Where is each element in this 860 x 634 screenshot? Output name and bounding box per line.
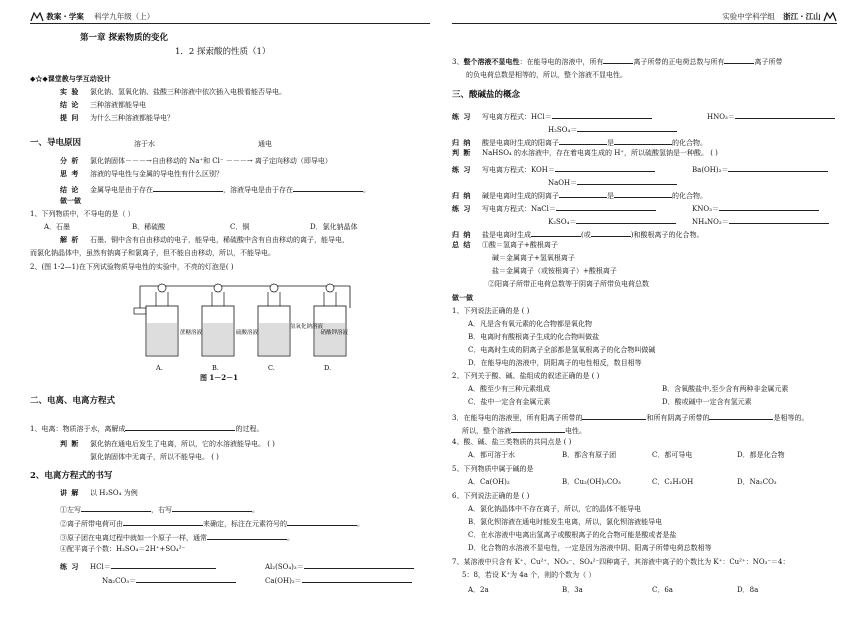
- section-1-title: 一、导电原因: [30, 138, 82, 148]
- r3-line-2: 的负电荷总数是相等的，所以，整个溶液不显电性。: [466, 71, 627, 79]
- sec1-right: 通电: [258, 140, 272, 148]
- q1-option-d[interactable]: D．氯化钠晶体: [310, 223, 358, 231]
- g3-text: 盐是电离时生成: [482, 231, 531, 239]
- ask-label: 提 问: [60, 113, 80, 122]
- j1-label: 判 断: [452, 148, 472, 157]
- judge-text-2: 氯化钠固体中无离子，所以不能导电。 ( ): [90, 453, 219, 461]
- blank[interactable]: [552, 110, 652, 119]
- section-2-title: 二、电离、电离方程式: [30, 396, 116, 406]
- logo-icon: [30, 12, 44, 22]
- concl2-end: 。: [363, 186, 370, 194]
- r-question-5: 5、下列物质中属于碱的是: [452, 465, 534, 473]
- blank[interactable]: [614, 189, 672, 198]
- j1-text: NaHSO₄ 的水溶液中，存在着电离生成的 H⁺，所以硫酸氢钠是一种酸。 ( ): [482, 149, 718, 157]
- blank[interactable]: [559, 136, 607, 145]
- blank[interactable]: [556, 202, 656, 211]
- section-3-title: 三、酸碱盐的概念: [452, 90, 521, 100]
- r-q7-line2: 5：8，若设 K⁺为 4a 个，则的个数为（ ）: [462, 571, 596, 579]
- blank[interactable]: [582, 411, 646, 420]
- doit-title-right: 做一做: [452, 293, 473, 302]
- apparatus-figure: [130, 278, 360, 374]
- r-q5-b[interactable]: B．Cu₂(OH)₂CO₃: [562, 478, 621, 486]
- blank[interactable]: [591, 228, 631, 237]
- header-title: 教案・学案: [46, 12, 84, 21]
- blank[interactable]: [207, 531, 287, 540]
- blank[interactable]: [555, 163, 655, 172]
- blank[interactable]: [577, 176, 677, 185]
- analysis-label: 分 析: [60, 156, 80, 165]
- blank[interactable]: [172, 503, 252, 512]
- r3-bold: 整个溶液不显电性: [463, 57, 520, 66]
- right-column: 实验中学科学组 浙江・江山 3、整个溶液不显电性：在能导电的溶液中，所有 离子所带的正电荷总数与所有 离子所带 的负电荷总数是相等的，所以，整个溶液不显电性。 三、酸碱盐的概念 练 习 写电离方程式：HCl＝ HNO₃＝ H₂SO₄＝ 归 纳 酸是电离时生成的阳离子 是 的化合物。 判 断 NaHSO₄ 的水溶液中，存在着电离生成的 H⁺，所以硫酸氢钠是一种酸。 ( ) 练 习 写电离方程式：KOH＝ Ba(OH)₂＝ NaOH＝ 归 纳 碱是电离时生成的阴离子 是 的化合物。 练 习 写电离方程式：NaCl＝ KNO₃＝ K₂SO₄＝ NH₄NO₃＝ 归 纳 盐是电离时生成 (或 )和酸根离子的化合物。 总 结 ①酸＝氢离子+酸根离子 碱＝金属离子+氢氧根离子 盐＝金属离子（或铵根离子）+酸根离子 ②阳离子所带正电荷总数等于阴离子所带负电荷总数 做一做 1、下列说法正确的是 ( ) A．凡是含有氧元素的化合物都是氧化物 B．电离时有酸根离子生成的化合物叫做盐 C．电离时生成的阴离子全部都是氢氧根离子的化合物叫做碱 D．在能导电的溶液中，阴阳离子的电性相反，数目相等 2、下列关于酸、碱、盐组成的叙述正确的是 ( ) A．酸至少有三种元素组成 B．含氧酸盐中,至少含有两种非金属元素 C．盐中一定含有金属元素 D．酸或碱中一定含有氢元素 3．在能导电的溶液里，所有阳离子所带的 和所有阴离子所带的 是相等的。 所以，整个溶液 电性。 4、酸、碱、盐三类物质的共同点是 ( ) A．都可溶于水 B．都含有原子团 C．都可导电 D．都是化合物 5、下列物质中属于碱的是 A．Ca(OH)₂ B．Cu₂(OH)₂CO₃ C．C₂H₅OH D．Na₂CO₃ 6、下列说法正确的是 ( ) A．氯化钠晶体中不存在离子，所以，它的晶体不能导电 B．氯化钡溶液在通电时能发生电离，所以，氯化钡溶液能导电 C．在水溶液中电离出氢离子或酸根离子的化合物可能是酸或者是盐 D．化合物的水溶液不显电性，一定是因为溶液中阴、阳离子所带电荷总数相等 7、某溶液中只含有 K⁺、Cu²⁺、NO₃⁻、SO₄²⁻四种离子，其溶液中离子的个数比为 K⁺：Cu²⁺：NO₃⁻＝4： 5：8，若设 K⁺为 4a 个，则的个数为（ ） A．2a B．3a C．6a D．8a: [452, 0, 837, 634]
- p3-c: K₂SO₄＝: [548, 218, 577, 226]
- concl2-label: 结 论: [60, 185, 80, 194]
- step-2-end: 来确定，标注在元素符号的: [203, 520, 287, 528]
- r-q2-b[interactable]: B．含氧酸盐中,至少含有两种非金属元素: [662, 385, 789, 393]
- p1-label: 练 习: [452, 112, 472, 121]
- r3-end: 离子所带: [754, 58, 783, 66]
- r-q3-line2: 所以，整个溶液: [462, 427, 511, 435]
- header-left: [30, 12, 154, 22]
- header-right-place: 浙江・江山: [783, 12, 821, 21]
- sum-label: 总 结: [452, 240, 472, 249]
- r-q1-b[interactable]: B．电离时有酸根离子生成的化合物叫做盐: [468, 333, 600, 341]
- r-q6-a[interactable]: A．氯化钠晶体中不存在离子，所以，它的晶体不能导电: [468, 505, 642, 513]
- r-question-1: 1、下列说法正确的是 ( ): [452, 307, 530, 315]
- g2-mid: 的化合物。: [672, 192, 707, 200]
- lesson-title: 1．2 探索酸的性质（1）: [175, 47, 271, 57]
- exp-text: 氯化钠、氢氧化钠、盐酸三种溶液中依次插入电极看能否导电。: [90, 88, 286, 96]
- explain-text-2: 而氯化钠晶体中，虽然有钠离子和氯离子，但不能自由移动，所以，不能导电。: [30, 249, 275, 257]
- design-title: ◆☆◆课堂教与学互动设计: [30, 74, 111, 83]
- concl-text: 三种溶液都能导电: [90, 101, 146, 109]
- fig-letter-a: A.: [156, 364, 163, 372]
- r-q7-d[interactable]: D．8a: [737, 586, 759, 594]
- blank[interactable]: [287, 517, 357, 526]
- r-q2-d[interactable]: D．酸或碱中一定含有氢元素: [662, 398, 752, 406]
- step-1-mid: ，右写: [151, 506, 172, 514]
- g1-label: 归 纳: [452, 138, 472, 147]
- g3-mid: (或: [581, 231, 591, 239]
- q1-option-b[interactable]: B．稀硫酸: [132, 223, 166, 231]
- blank[interactable]: [735, 110, 835, 119]
- blank[interactable]: [81, 503, 151, 512]
- question-1: 1、下列物质中，不导电的是（ ）: [30, 210, 135, 218]
- r-q7-a[interactable]: A．2a: [468, 586, 489, 594]
- blank[interactable]: [724, 55, 754, 64]
- explain-label: 解 析: [60, 235, 80, 244]
- step-3: ③原子团在电离过程中就如一个原子一样，通常: [60, 534, 207, 542]
- blank[interactable]: [136, 574, 236, 583]
- r-q1-d[interactable]: D．在能导电的溶液中，阴阳离子的电性相反，数目相等: [468, 359, 642, 367]
- step-2: ②离子所带电荷可由: [60, 520, 123, 528]
- blank[interactable]: [511, 424, 565, 433]
- r-q5-a[interactable]: A．Ca(OH)₂: [468, 478, 510, 486]
- q1-option-a[interactable]: A．石墨: [44, 223, 71, 231]
- beaker-a: [146, 292, 178, 356]
- q1-option-c[interactable]: C．铜: [230, 223, 250, 231]
- r-q3-end: 是相等的。: [773, 414, 809, 422]
- header-rule: [452, 23, 837, 24]
- r-q5-d[interactable]: D．Na₂CO₃: [737, 478, 777, 486]
- r-q4-c[interactable]: C．都可导电: [652, 451, 693, 459]
- concl2-text: 金属导电是由于存在: [90, 186, 153, 194]
- beaker-b: [202, 292, 234, 356]
- concl2-mid: ，溶液导电是由于存在: [223, 186, 293, 194]
- eq-title: 2、电离方程式的书写: [30, 471, 113, 481]
- fig-letter-c: C.: [268, 364, 275, 372]
- ask-text: 为什么三种溶液都能导电？: [90, 114, 174, 122]
- analysis-text: 氯化钠固体－－－→自由移动的 Na⁺和 Cl⁻ －－－→ 离子定向移动（即导电）: [90, 157, 332, 165]
- ion-def: 1、电离：物质溶于水，离解成: [30, 425, 126, 433]
- prac-1: HCl＝: [90, 563, 111, 571]
- r-q4-b[interactable]: B．都含有原子团: [562, 451, 617, 459]
- fig-label-a: 蔗糖溶液: [180, 330, 203, 336]
- think-label: 思 考: [60, 169, 80, 178]
- header-subject: 科学九年级（上）: [94, 12, 155, 21]
- header-right-title: 实验中学科学组: [722, 12, 775, 21]
- g3-end: )和酸根离子的化合物。: [630, 231, 704, 239]
- bulb-icon: [270, 284, 278, 292]
- p1-text: 写电离方程式：HCl＝: [482, 113, 552, 121]
- exp-label: 实 验: [60, 87, 80, 96]
- r-q1-c[interactable]: C．电离时生成的阴离子全部都是氢氧根离子的化合物叫做碱: [468, 346, 656, 354]
- r-q4-a[interactable]: A．都可溶于水: [468, 451, 516, 459]
- blank[interactable]: [302, 574, 412, 583]
- blank[interactable]: [709, 411, 773, 420]
- chapter-title: 第一章 探索物质的变化: [80, 33, 168, 43]
- r3-num: 3、: [452, 58, 464, 66]
- r-q2-c[interactable]: C．盐中一定含有金属元素: [468, 398, 551, 406]
- ion-def-end: 的过程。: [235, 425, 264, 433]
- g1-mid: 的化合物。: [672, 139, 707, 147]
- r-question-4: 4、酸、碱、盐三类物质的共同点是 ( ): [452, 438, 572, 446]
- blank[interactable]: [603, 55, 633, 64]
- step-4: ④配平离子个数：H₂SO₄＝2H⁺+SO₄²⁻: [60, 545, 186, 553]
- blank[interactable]: [729, 215, 829, 224]
- prac-3: Na₂CO₃＝: [102, 577, 137, 585]
- p3-d: NH₄NO₃＝: [692, 218, 729, 226]
- blank[interactable]: [304, 560, 414, 569]
- practice-label: 练 习: [60, 562, 80, 571]
- blank[interactable]: [153, 183, 223, 192]
- lecture-label: 讲 解: [60, 488, 80, 497]
- header-right: [722, 12, 837, 22]
- r-q4-d[interactable]: D．都是化合物: [737, 451, 785, 459]
- r-q6-c[interactable]: C．在水溶液中电离出氢离子或酸根离子的化合物可能是酸或者是盐: [468, 531, 677, 539]
- blank[interactable]: [531, 228, 581, 237]
- blank[interactable]: [576, 215, 676, 224]
- fig-letter-d: D.: [324, 364, 332, 372]
- r-question-2: 2、下列关于酸、碱、盐组成的叙述正确的是 ( ): [452, 372, 600, 380]
- prac-4: Ca(OH)₂＝: [265, 577, 302, 585]
- step-1: ①左写: [60, 506, 81, 514]
- p3-text: 写电离方程式：NaCl＝: [482, 205, 556, 213]
- r-question-3: 3．在能导电的溶液里，所有阳离子所带的: [452, 414, 583, 422]
- r-q7-c[interactable]: C．6a: [652, 586, 673, 594]
- r-q7-b[interactable]: B．3a: [562, 586, 583, 594]
- blank[interactable]: [125, 422, 235, 431]
- bulb-icon: [158, 284, 166, 292]
- p3-label: 练 习: [452, 204, 472, 213]
- p2-text: 写电离方程式：KOH＝: [482, 166, 555, 174]
- left-column: [30, 0, 430, 634]
- judge-label: 判 断: [60, 439, 80, 448]
- g1-text: 酸是电离时生成的阳离子: [482, 139, 559, 147]
- step-1-end: 。: [252, 506, 259, 514]
- p1-c: H₂SO₄＝: [548, 126, 578, 134]
- r-q2-a[interactable]: A．酸至少有三种元素组成: [468, 385, 551, 393]
- header-rule: [30, 23, 430, 24]
- fig-label-d: 硝酸钾溶液: [320, 330, 348, 336]
- r-q6-d[interactable]: D．化合物的水溶液不显电性，一定是因为溶液中阴、阳离子所带电荷总数相等: [468, 544, 712, 552]
- sum-4: ②阳离子所带正电荷总数等于阴离子所带负电荷总数: [488, 280, 649, 288]
- judge-text-1: 氯化钠在通电后发生了电离，所以，它的水溶液能导电。 ( ): [90, 440, 275, 448]
- g2-text: 碱是电离时生成的阴离子: [482, 192, 559, 200]
- p2-c: NaOH＝: [548, 179, 578, 187]
- r-q6-b[interactable]: B．氯化钡溶液在通电时能发生电离，所以，氯化钡溶液能导电: [468, 518, 663, 526]
- fig-label-c: 氢氧化钠溶液: [290, 324, 324, 330]
- bulb-icon: [326, 284, 334, 292]
- blank[interactable]: [111, 560, 216, 569]
- sum-2: 碱＝金属离子+氢氧根离子: [492, 254, 575, 262]
- figure-caption: 图 1－2－1: [200, 373, 239, 382]
- blank[interactable]: [123, 517, 203, 526]
- blank[interactable]: [559, 189, 607, 198]
- fig-letter-b: B.: [212, 364, 219, 372]
- r-q5-c[interactable]: C．C₂H₅OH: [652, 478, 694, 486]
- explain-text: 石墨、铜中含有自由移动的电子，能导电，稀硫酸中含有自由移动的离子，能导电，: [90, 236, 349, 244]
- step-3-end: 。: [287, 534, 294, 542]
- p2-b: Ba(OH)₂＝: [692, 166, 729, 174]
- g3-label: 归 纳: [452, 230, 472, 239]
- blank[interactable]: [728, 163, 828, 172]
- fig-label-b: 硫酸溶液: [236, 330, 259, 336]
- r3-mid: 离子所带的正电荷总数与所有: [633, 58, 725, 66]
- sum-3: 盐＝金属离子（或铵根离子）+酸根离子: [492, 267, 617, 275]
- g2-label: 归 纳: [452, 191, 472, 200]
- p1-b: HNO₃＝: [707, 113, 735, 121]
- sec1-mid: 溶于水: [134, 140, 155, 148]
- bulb-icon: [214, 284, 222, 292]
- r-q3-line2-end: 电性。: [565, 427, 586, 435]
- doit-title: 做一做: [60, 196, 81, 205]
- step-2-end2: 。: [357, 520, 364, 528]
- blank[interactable]: [577, 123, 677, 132]
- p3-b: KNO₃＝: [692, 205, 719, 213]
- blank[interactable]: [614, 136, 672, 145]
- blank[interactable]: [293, 183, 363, 192]
- logo-icon: [823, 12, 837, 22]
- r3-text: ：在能导电的溶液中，所有: [519, 58, 604, 66]
- lecture-text: 以 H₂SO₄ 为例: [90, 489, 138, 497]
- blank[interactable]: [719, 202, 819, 211]
- r-q3-mid: 和所有阴离子所带的: [646, 414, 710, 422]
- think-text: 溶液的导电性与金属的导电性有什么区别？: [90, 170, 223, 178]
- concl-label: 结 论: [60, 100, 80, 109]
- r-q1-a[interactable]: A．凡是含有氧元素的化合物都是氧化物: [468, 320, 593, 328]
- prac-2: Al₂(SO₄)₃＝: [265, 563, 304, 571]
- r-question-7: 7、某溶液中只含有 K⁺、Cu²⁺、NO₃⁻、SO₄²⁻四种离子，其溶液中离子的个数比为 K⁺：Cu²⁺：NO₃⁻＝4：: [452, 558, 790, 566]
- beaker-c: [258, 292, 290, 356]
- r-question-6: 6、下列说法正确的是 ( ): [452, 492, 530, 500]
- p2-label: 练 习: [452, 165, 472, 174]
- question-2: 2、(图 1-2—1)在下列试验物质导电性的实验中，不亮的灯泡是( ): [30, 263, 234, 271]
- sum-1: ①酸＝氢离子+酸根离子: [482, 241, 558, 249]
